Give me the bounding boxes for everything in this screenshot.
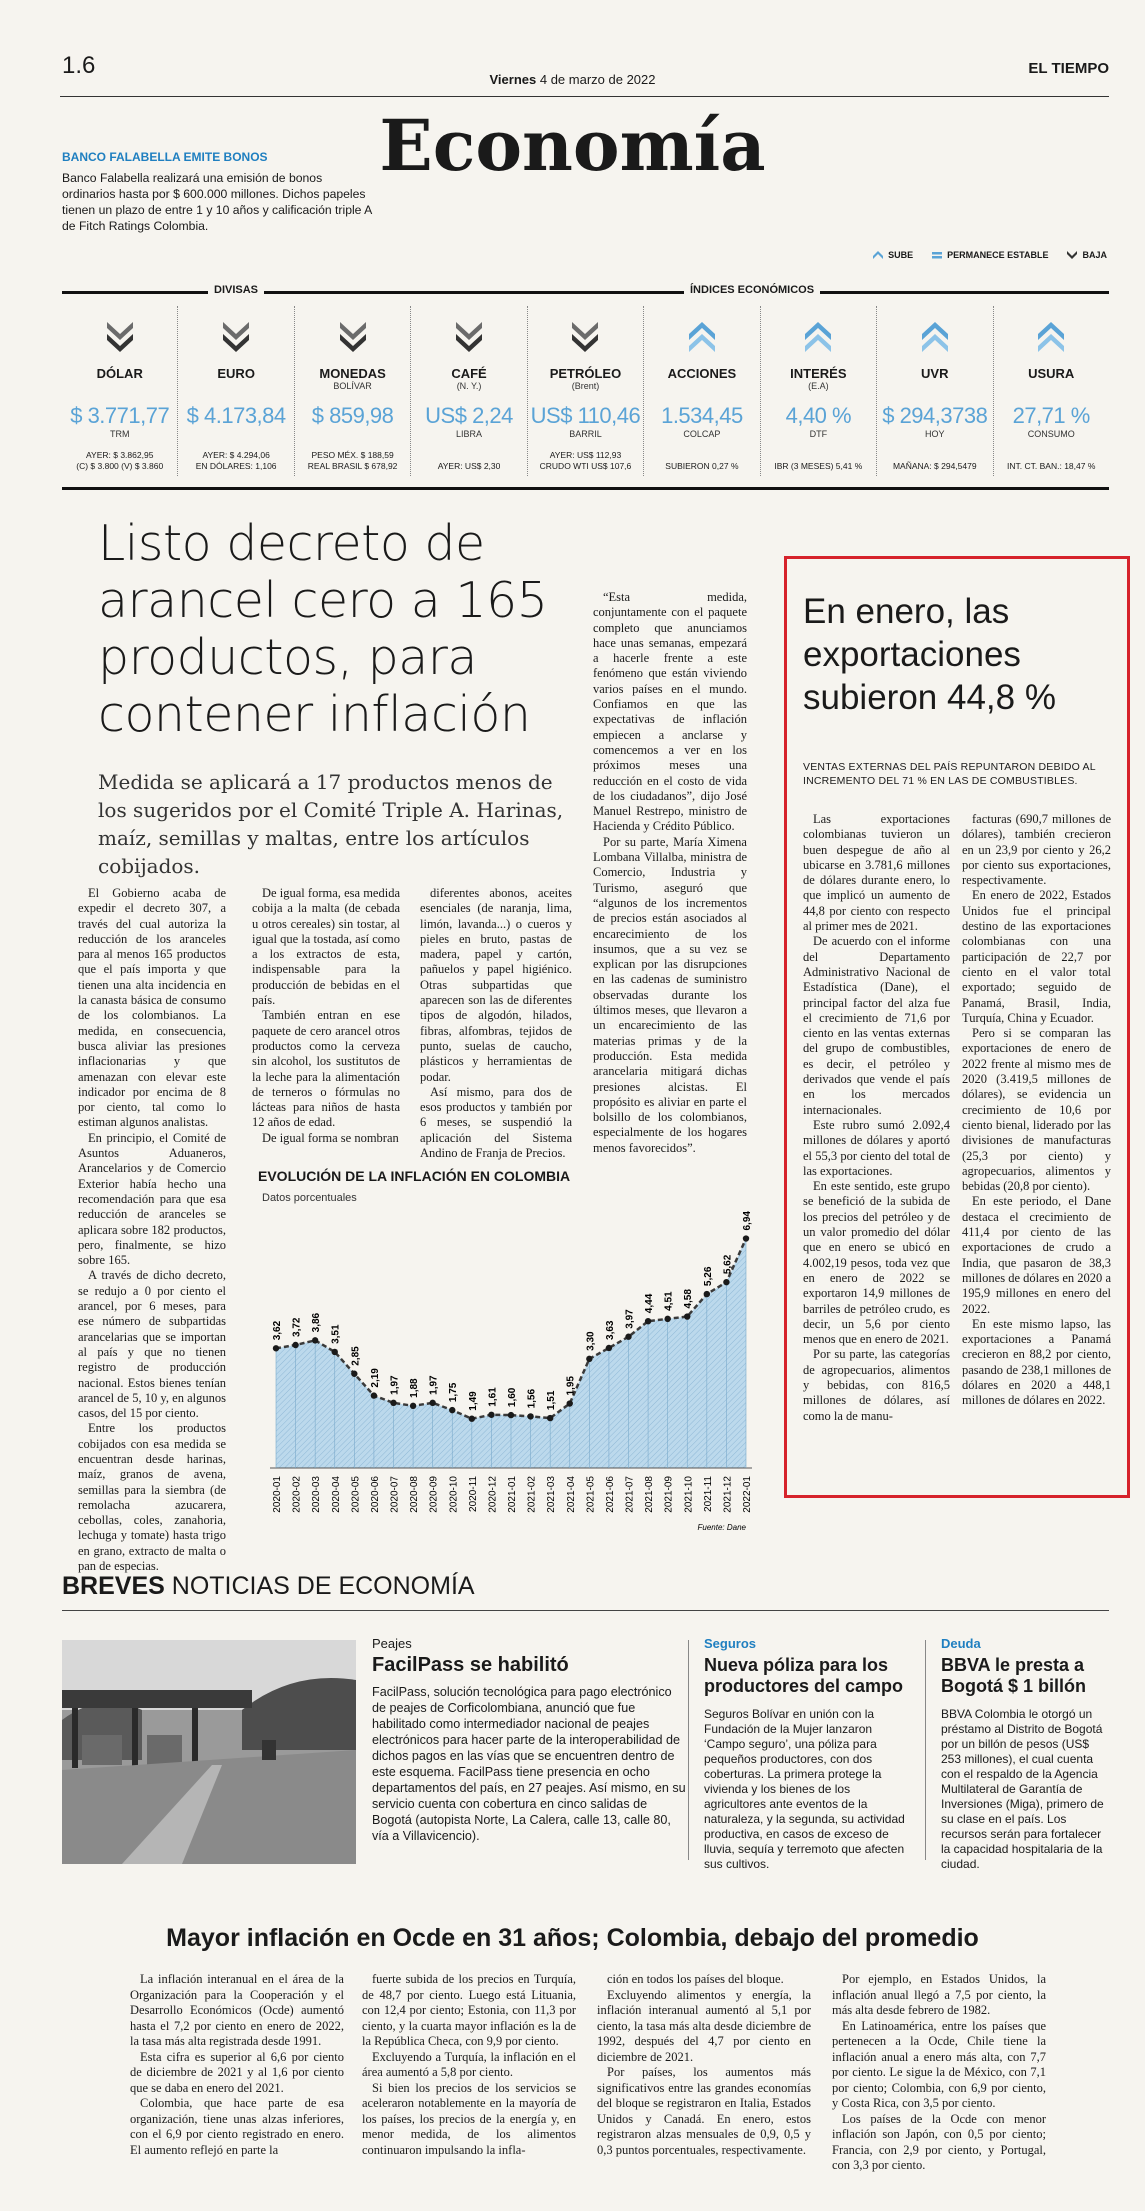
indicator-name: EURO xyxy=(217,366,255,381)
paragraph: Las exportaciones colombianas tuvieron un buen despegue de año al ubicarse en 3.781,6 millones de dólares durante enero, lo que implicó un aumento de 44,8 por ciento con respecto al primer mes de 2021. xyxy=(803,812,950,934)
side-col-1 xyxy=(803,812,950,1424)
indicator-footnote xyxy=(644,461,759,472)
trend-up-icon xyxy=(761,320,876,360)
trend-up-icon xyxy=(877,320,992,360)
indicator-dólar xyxy=(62,306,178,476)
bottom-col-2 xyxy=(362,1972,576,2158)
paragraph: “Esta medida, conjuntamente con el paquete completo que anunciamos hace unas semanas, empezará a hacerle frente a este fenómeno que están viviendo varios países en el mundo. Confiamos en que las expectativas de inflación empiecen a anclarse y comencemos a ver en los próximos meses una reducción en el costo de vida de los ciudadanos”, dijo José Manuel Restrepo, ministro de Hacienda y Crédito Público. xyxy=(593,590,747,834)
section-title: Economía xyxy=(379,104,766,187)
indicator-sub: (E.A) xyxy=(808,381,829,391)
x-tick-label: 2020-03 xyxy=(311,1476,323,1513)
data-point xyxy=(312,1337,318,1343)
indicator-unit: TRM xyxy=(109,429,130,439)
data-label: 6,94 xyxy=(742,1211,753,1231)
indicator-café xyxy=(411,306,527,476)
date-weekday: Viernes xyxy=(489,72,537,87)
up-arrow-icon xyxy=(872,250,884,260)
brief-1-kicker: Peajes xyxy=(372,1636,412,1651)
data-point xyxy=(527,1413,533,1419)
trend-up-icon xyxy=(994,320,1109,360)
breves-rest: NOTICIAS DE ECONOMÍA xyxy=(171,1572,475,1600)
data-label: 5,62 xyxy=(722,1254,734,1275)
brief-1-title: FacilPass se habilitó xyxy=(372,1654,569,1676)
stable-icon xyxy=(931,250,943,260)
data-point xyxy=(606,1345,612,1351)
main-headline: Listo decreto de arancel cero a 165 productos, para contener inflación xyxy=(98,515,548,743)
indicator-value: 1.534,45 xyxy=(661,403,743,428)
x-tick-label: 2021-08 xyxy=(644,1476,656,1513)
x-tick-label: 2021-04 xyxy=(565,1476,577,1513)
page-number: 1.6 xyxy=(62,52,96,79)
indicator-name: USURA xyxy=(1028,366,1075,381)
data-point xyxy=(332,1349,338,1355)
legend-down-label: BAJA xyxy=(1082,250,1107,260)
data-label: 2,85 xyxy=(350,1346,362,1366)
footnote-line-2: CRUDO WTI US$ 107,6 xyxy=(539,461,632,471)
brief-2-text: Seguros Bolívar en unión con la Fundación de la Mujer lanzaron ‘Campo seguro’, una póliza para pequeños productores, con dos coberturas. La primera protege la vivienda y los bienes de los agricultores ante eventos de la naturaleza, y la segunda, su actividad productiva, en casos de exceso de lluvia, sequía y terremoto que afecten sus cultivos. xyxy=(704,1707,905,1871)
paragraph: En este sentido, este grupo se benefició de la subida de los precios del petróleo y de un valor promedio del dólar que en enero se ubicó en 4.002,19 pesos, toda vez que en enero de 2022 se exportaron 14,9 millones de barriles de petróleo crudo, es decir, un 5,6 por ciento menos que en enero de 2021. xyxy=(803,1179,950,1347)
date-text: 4 de marzo de 2022 xyxy=(539,72,656,87)
footnote-line-1: MAÑANA: $ 294,5479 xyxy=(892,461,977,471)
data-point xyxy=(292,1342,298,1348)
data-point xyxy=(508,1412,514,1418)
brief-2 xyxy=(704,1636,914,1872)
side-headline: En enero, las exportaciones subieron 44,8 % xyxy=(803,592,1056,717)
indicator-value: $ 3.771,77 xyxy=(70,403,170,428)
brief-divider-2 xyxy=(925,1640,926,1860)
x-tick-label: 2020-06 xyxy=(369,1476,381,1513)
data-point xyxy=(390,1400,396,1406)
indicator-footnote xyxy=(62,450,177,472)
trend-down-icon xyxy=(62,320,177,360)
brief-divider-1 xyxy=(688,1640,689,1860)
footnote-line-1: IBR (3 MESES) 5,41 % xyxy=(774,461,863,471)
data-label: 1,88 xyxy=(409,1378,421,1398)
x-tick-label: 2020-01 xyxy=(272,1476,283,1513)
indicator-unit: LIBRA xyxy=(456,429,483,439)
indicator-interés xyxy=(761,306,877,476)
indicator-sub xyxy=(994,381,1109,391)
data-point xyxy=(410,1403,416,1409)
indices-label: ÍNDICES ECONÓMICOS xyxy=(684,284,820,296)
indicator-euro xyxy=(178,306,294,476)
dateline xyxy=(0,72,1145,87)
x-tick-label: 2020-04 xyxy=(330,1476,342,1513)
paragraph: Esta cifra es superior al 6,6 por ciento de diciembre de 2021 y al 1,6 por ciento que se daba en enero del 2021. xyxy=(130,2049,344,2095)
paragraph: Este rubro sumó 2.092,4 millones de dólares y aportó el 55,3 por ciento del total de las exportaciones. xyxy=(803,1117,950,1178)
footnote-line-2: EN DÓLARES: 1,106 xyxy=(195,461,277,471)
data-label: 5,26 xyxy=(702,1266,714,1287)
indicator-acciones xyxy=(644,306,760,476)
indicator-sub xyxy=(178,381,293,391)
data-label: 1,95 xyxy=(565,1376,577,1396)
brief-3-text: BBVA Colombia le otorgó un préstamo al Distrito de Bogotá por un billón de pesos (US$ 253 millones), el cual cuenta con el respaldo de la Agencia Multilateral de Garantía de Inversiones (Miga), primero de su clase en el país. Los recursos serán para fortalecer la capacidad hospitalaria de la ciudad. xyxy=(941,1707,1104,1871)
indicator-footnote xyxy=(761,461,876,472)
paragraph: Por ejemplo, en Estados Unidos, la inflación anual llegó a 7,5 por ciento, la más alta desde febrero de 1982. xyxy=(832,1972,1046,2017)
paragraph: En Latinoamérica, entre los países que pertenecen a la Ocde, Chile tiene la inflación anual a enero más alta, con 7,7 por ciento. Le sigue la de México, con 7,1 por ciento; Colombia, con 6,9 por ciento, y Costa Rica, con 3,5 por ciento. xyxy=(832,2018,1046,2110)
indicator-name: UVR xyxy=(921,366,949,381)
data-point xyxy=(547,1415,553,1421)
paragraph: Los países de la Ocde con menor inflación son Japón, con 0,5 por ciento; Francia, con 2,9 por ciento, y Portugal, con 3,3 por ciento. xyxy=(832,2111,1046,2172)
paragraph: También entran en ese paquete de cero arancel otros productos como la cerveza sin alcohol, los sustitutos de la leche para la alimentación de terneros o fórmulas no lácteas para niños de hasta 12 años de edad. xyxy=(252,1008,400,1130)
legend-up xyxy=(872,250,913,260)
x-tick-label: 2020-02 xyxy=(291,1476,303,1513)
data-point xyxy=(449,1407,455,1413)
paragraph: Por países, los aumentos más significativos entre las grandes economías del bloque se registraron en Italia, Estados Unidos y Canadá. En enero, estos registraron alzas mensuales de 0,9, 0,5 y 0,3 puntos porcentuales, respectivamente. xyxy=(597,2065,811,2157)
indicator-footnote xyxy=(528,450,643,472)
brief-3 xyxy=(941,1636,1111,1872)
indicator-petróleo xyxy=(528,306,644,476)
indicator-footnote xyxy=(994,461,1109,472)
indicator-name: MONEDAS xyxy=(319,366,386,381)
indicator-value: US$ 2,24 xyxy=(425,403,513,428)
indicator-unit: BARRIL xyxy=(569,429,602,439)
divisas-label: DIVISAS xyxy=(208,284,264,296)
footnote-line-1: AYER: $ 3.862,95 xyxy=(86,450,154,460)
indicator-sub xyxy=(62,381,177,391)
trend-down-icon xyxy=(411,320,526,360)
data-label: 1,56 xyxy=(526,1388,538,1409)
indicator-sub xyxy=(877,381,992,391)
indicator-value: $ 859,98 xyxy=(311,403,394,428)
indicator-name: CAFÉ xyxy=(451,366,487,381)
x-tick-label: 2022-01 xyxy=(742,1476,753,1513)
paragraph: La inflación interanual en el área de la Organización para la Cooperación y el Desarrollo Económicos (Ocde) aumentó hasta el 7,2 por ciento en enero de 2022, la tasa más alta registrada desde 1991. xyxy=(130,1972,344,2048)
data-label: 1,60 xyxy=(507,1387,518,1408)
indicator-footnote xyxy=(877,461,992,472)
bottom-col-1 xyxy=(130,1972,344,2158)
footnote-line-1: AYER: $ 4.294,06 xyxy=(202,450,270,460)
masthead: EL TIEMPO xyxy=(1028,60,1109,77)
data-label: 1,49 xyxy=(467,1391,479,1411)
legend-same xyxy=(931,250,1048,260)
data-point xyxy=(625,1334,631,1340)
data-label: 3,63 xyxy=(604,1320,616,1340)
trend-up-icon xyxy=(644,320,759,360)
data-point xyxy=(704,1291,710,1297)
paragraph: Por su parte, María Ximena Lombana Villalba, ministra de Comercio, Industria y Turismo, aseguró que “algunos de los incrementos de precios están asociados al encarecimiento de los insumos, que a su vez se explican por las disrupciones en las cadenas de suministro observadas durante los últimos meses, que llevaron a un encarecimiento de las materias primas y de la producción. Esta medida arancelaria mitigará dichas presiones alcistas. El propósito es aliviar en parte el bolsillo de los colombianos, especialmente de los hogares menos favorecidos”. xyxy=(593,834,747,1155)
indicator-uvr xyxy=(877,306,993,476)
x-tick-label: 2021-12 xyxy=(722,1476,734,1513)
paragraph: Así mismo, para dos de esos productos y también por 6 meses, se suspendió la aplicación del Sistema Andino de Franja de Precios. xyxy=(420,1084,572,1161)
indicator-value: $ 294,3738 xyxy=(882,403,988,428)
x-tick-label: 2021-10 xyxy=(683,1476,695,1513)
main-deck: Medida se aplicará a 17 productos menos de los sugeridos por el Comité Triple A. Harinas, maíz, semillas y maltas, entre los artículos cobijados. xyxy=(98,770,564,878)
paragraph: A través de dicho decreto, se redujo a 0 por ciento el arancel, por 6 meses, para ese número de subpartidas arancelarias que se importan al país y que no tienen registro de producción nacional. Estos bienes tenían arancel de 5, 10 y, en algunos casos, del 15 por ciento. xyxy=(78,1268,226,1421)
footnote-line-2: (C) $ 3.800 (V) $ 3.860 xyxy=(76,461,164,471)
bottom-col-4 xyxy=(832,1972,1046,2174)
data-point xyxy=(723,1279,729,1285)
data-label: 3,72 xyxy=(291,1317,303,1337)
indicators-row xyxy=(62,306,1109,476)
data-label: 1,51 xyxy=(546,1390,558,1411)
data-point xyxy=(351,1371,357,1377)
indicator-usura xyxy=(994,306,1109,476)
x-tick-label: 2021-09 xyxy=(663,1476,675,1513)
data-label: 1,75 xyxy=(448,1382,460,1403)
x-tick-label: 2021-02 xyxy=(526,1476,538,1513)
x-tick-label: 2020-07 xyxy=(389,1476,401,1513)
paragraph: En enero de 2022, Estados Unidos fue el principal destino de las exportaciones colombianas con una participación de 22,7 por ciento en el valor total exportado; seguido de Panamá, Brasil, India, Turquía, China y Ecuador. xyxy=(962,888,1111,1025)
trend-down-icon xyxy=(178,320,293,360)
chart-source: Fuente: Dane xyxy=(697,1523,746,1532)
chart-subtitle: Datos porcentuales xyxy=(262,1192,357,1204)
paragraph: Por su parte, las categorías de agropecuarios, alimentos y bebidas, con 816,5 millones de dólares, así como la de manu- xyxy=(803,1347,950,1423)
data-point xyxy=(488,1412,494,1418)
brief-2-kicker: Seguros xyxy=(704,1636,757,1651)
trend-down-icon xyxy=(295,320,410,360)
paragraph: De igual forma, esa medida cobija a la malta (de cebada u otros cereales) sin tostar, al igual que la tostada, así como a los extractos de esta, indispensable para la producción de bebidas en el país. xyxy=(252,886,400,1008)
indicator-name: ACCIONES xyxy=(667,366,737,381)
paragraph: facturas (690,7 millones de dólares), también crecieron en un 23,9 por ciento y 26,2 por ciento sus exportaciones, respectivamente. xyxy=(962,812,1111,888)
header-rule xyxy=(60,96,1109,97)
data-point xyxy=(469,1416,475,1422)
paragraph: En este periodo, el Dane destaca el crecimiento de 411,4 por ciento de las exportaciones de crudo a India, que pasaron de 38,3 millones de dólares en 2020 a 195,9 millones en enero del 2022. xyxy=(962,1194,1111,1316)
data-label: 3,51 xyxy=(330,1324,342,1344)
paragraph: En principio, el Comité de Asuntos Aduaneros, Arancelarios y de Comercio Exterior había hecho una recomendación para que esa reducción de aranceles se aplicara sobre 182 productos, pero, finalmente, se hizo sobre 165. xyxy=(78,1130,226,1268)
toll-booth-photo xyxy=(62,1640,356,1864)
indicator-footnote xyxy=(295,450,410,472)
x-tick-label: 2020-09 xyxy=(428,1476,440,1513)
promo-text: Banco Falabella realizará una emisión de bonos ordinarios hasta por $ 600.000 millones. Dichos papeles tienen un plazo de entre 1 y 10 años y calificación triple A de Fitch Ratings Colombia. xyxy=(62,171,372,233)
indicator-name: PETRÓLEO xyxy=(549,366,622,381)
indicator-value: $ 4.173,84 xyxy=(186,403,286,428)
x-tick-label: 2020-10 xyxy=(448,1476,460,1513)
paragraph: Excluyendo alimentos y energía, la inflación interanual aumentó al 5,1 por ciento, la tasa más alta desde diciembre de 1992, después del 4,7 por ciento en diciembre de 2021. xyxy=(597,1987,811,2064)
x-tick-label: 2020-08 xyxy=(409,1476,421,1513)
indicator-name: DÓLAR xyxy=(96,366,143,381)
brief-2-title: Nueva póliza para los productores del campo xyxy=(704,1655,904,1696)
brief-1-text: FacilPass, solución tecnológica para pago electrónico de peajes de Corficolombiana, anunció que fue habilitado como intermediador nacional de peajes electrónicos para hacer parte de la interoperabilidad de dichos pagos en las vías que se encuentren dentro de este esquema. FacilPass tiene presencia en ocho departamentos del país, en 27 peajes. Así mismo, en su servicio cuenta con cobertura en cinco salidas de Bogotá (autopista Norte, La Calera, calle 13, calle 80, vía a Villavicencio). xyxy=(372,1685,686,1843)
bottom-headline: Mayor inflación en Ocde en 31 años; Colombia, debajo del promedio xyxy=(166,1924,979,1952)
x-tick-label: 2021-01 xyxy=(507,1476,518,1513)
indicator-value: 4,40 % xyxy=(785,403,852,428)
indicator-sub: (Brent) xyxy=(571,381,600,391)
indicator-name: INTERÉS xyxy=(790,366,847,381)
inflation-chart xyxy=(258,1200,758,1540)
data-label: 4,58 xyxy=(683,1289,695,1309)
paragraph: En este mismo lapso, las exportaciones a Panamá crecieron en 88,2 por ciento, pasando de 238,1 millones de dólares en 2020 a 448,1 millones de dólares en 2022. xyxy=(962,1316,1111,1408)
paragraph: Pero si se comparan las exportaciones de enero de 2022 frente al mismo mes de 2020 (3.419,5 millones de dólares), se evidencia un crecimiento de 10,6 por ciento bienal, liderado por las divisiones de manufacturas (25,3 por ciento) y agropecuarios, alimentos y bebidas (20,8 por ciento). xyxy=(962,1026,1111,1194)
footnote-line-1: INT. CT. BAN.: 18,47 % xyxy=(1007,461,1096,471)
footnote-line-1: AYER: US$ 112,93 xyxy=(549,450,622,460)
x-tick-label: 2021-05 xyxy=(585,1476,597,1513)
paragraph: De igual forma se nombran xyxy=(262,1130,399,1145)
indicator-value: US$ 110,46 xyxy=(530,403,641,428)
paragraph: diferentes abonos, aceites esenciales (de naranja, lima, limón, lavanda...) o cueros y pieles en bruto, pastas de madera, papel y cartón, pañuelos y papel higiénico. Otras subpartidas que aparecen son las de diferentes tipos de algodón, hilados, fibras, alfombras, tejidos de punto, suelas de caucho, plásticos y herramientas de podar. xyxy=(420,886,572,1084)
footnote-line-2: REAL BRASIL $ 678,92 xyxy=(307,461,398,471)
down-arrow-icon xyxy=(1066,250,1078,260)
paragraph: Si bien los precios de los servicios se aceleraron notablemente en la mayoría de los países, los precios de la energía y, en menor medida, de los alimentos continuaron impulsando la infla- xyxy=(362,2080,576,2157)
data-point xyxy=(743,1235,749,1241)
data-label: 4,51 xyxy=(663,1291,675,1311)
paragraph: Colombia, que hace parte de esa organización, tiene unas alzas inferiores, con el 6,9 por ciento registrado en enero. El aumento reflejó en parte la xyxy=(130,2096,344,2157)
promo-headline: BANCO FALABELLA EMITE BONOS xyxy=(62,150,268,164)
data-label: 3,97 xyxy=(624,1309,636,1329)
data-label: 3,30 xyxy=(585,1331,597,1351)
x-tick-label: 2021-03 xyxy=(546,1476,558,1513)
data-label: 1,61 xyxy=(487,1387,499,1407)
indicator-footnote xyxy=(178,450,293,472)
data-label: 3,62 xyxy=(272,1320,283,1341)
x-tick-label: 2021-06 xyxy=(604,1476,616,1513)
brief-3-title: BBVA le presta a Bogotá $ 1 billón xyxy=(941,1655,1087,1696)
legend-up-label: SUBE xyxy=(888,250,914,260)
bottom-col-3 xyxy=(597,1972,811,2158)
side-col-2 xyxy=(962,812,1111,1409)
data-label: 4,44 xyxy=(644,1293,656,1314)
legend-same-label: PERMANECE ESTABLE xyxy=(947,250,1049,260)
indicator-footnote xyxy=(411,461,526,472)
indicator-unit: HOY xyxy=(925,429,945,439)
footnote-line-1: PESO MÉX. $ 188,59 xyxy=(311,450,394,460)
paragraph: ción en todos los países del bloque. xyxy=(607,1972,784,1986)
main-col-2 xyxy=(252,886,400,1146)
indicators-bottom-rule xyxy=(62,487,1109,490)
data-label: 1,97 xyxy=(428,1375,440,1395)
main-col-3 xyxy=(420,886,572,1161)
indicator-sub: BOLÍVAR xyxy=(333,381,372,391)
x-tick-label: 2021-11 xyxy=(702,1476,714,1512)
indicator-sub xyxy=(644,381,759,391)
x-tick-label: 2020-05 xyxy=(350,1476,362,1513)
x-tick-label: 2020-12 xyxy=(487,1476,499,1513)
paragraph: De acuerdo con el informe del Departamento Administrativo Nacional de Estadística (Dane), el principal factor del alza fue el crecimiento de 71,6 por ciento en las ventas externas del grupo de combustibles, es decir, el petróleo y derivados que vende el país en los mercados internacionales. xyxy=(803,934,950,1117)
chart-title: EVOLUCIÓN DE LA INFLACIÓN EN COLOMBIA xyxy=(258,1168,571,1184)
indicator-unit: DTF xyxy=(809,429,828,439)
x-tick-label: 2021-07 xyxy=(624,1476,636,1513)
breves-heading xyxy=(62,1572,475,1601)
data-label: 3,86 xyxy=(311,1312,323,1333)
data-point xyxy=(273,1345,279,1351)
breves-bold: BREVES xyxy=(62,1572,165,1600)
indicator-value: 27,71 % xyxy=(1012,403,1090,428)
indicator-unit: COLCAP xyxy=(683,429,721,439)
paragraph: El Gobierno acaba de expedir el decreto 307, a través del cual autoriza la reducción de los aranceles para al menos 165 productos que el país importa y que tienen una alta incidencia en la canasta básica de consumo de los colombianos. La medida, en consecuencia, busca aliviar las presiones inflacionarias y que amenazan con elevar este indicador por encima de 8 por ciento, tal como lo estiman algunos analistas. xyxy=(78,886,226,1130)
trend-down-icon xyxy=(528,320,643,360)
indicator-unit: CONSUMO xyxy=(1027,429,1075,439)
paragraph: Entre los productos cobijados con esa medida se encuentran desde harinas, maíz, granos de avena, semillas para la siembra (de remolacha azucarera, cebollas, coles, zanahoria, lechuga y tomate) hasta trigo en grano, extracto de malta o pan de especias. xyxy=(78,1421,226,1574)
data-label: 2,19 xyxy=(369,1368,381,1388)
brief-1 xyxy=(372,1636,686,1844)
paragraph: fuerte subida de los precios en Turquía, de 48,7 por ciento. Luego está Lituania, con 12,4 por ciento; Estonia, con 11,3 por ciento, y la cuarta mayor inflación es la de la República Checa, con 9,9 por ciento. xyxy=(362,1972,576,2048)
indicator-monedas xyxy=(295,306,411,476)
footnote-line-1: AYER: US$ 2,30 xyxy=(437,461,501,471)
data-point xyxy=(684,1313,690,1319)
paragraph: Excluyendo a Turquía, la inflación en el área aumentó a 5,8 por ciento. xyxy=(362,2049,576,2079)
data-label: 1,97 xyxy=(389,1375,401,1395)
data-point xyxy=(586,1356,592,1362)
footnote-line-1: SUBIERON 0,27 % xyxy=(665,461,739,471)
main-col-1 xyxy=(78,886,226,1574)
legend-down xyxy=(1066,250,1107,260)
brief-3-kicker: Deuda xyxy=(941,1636,981,1651)
x-tick-label: 2020-11 xyxy=(467,1476,479,1512)
data-point xyxy=(429,1400,435,1406)
data-point xyxy=(664,1316,670,1322)
data-point xyxy=(645,1318,651,1324)
trend-legend xyxy=(872,250,1107,260)
indicator-sub: (N. Y.) xyxy=(456,381,482,391)
breves-rule xyxy=(62,1610,1109,1611)
data-point xyxy=(567,1400,573,1406)
data-point xyxy=(371,1392,377,1398)
main-col-4 xyxy=(593,590,747,1156)
side-deck: VENTAS EXTERNAS DEL PAÍS REPUNTARON DEBIDO AL INCREMENTO DEL 71 % EN LAS DE COMBUSTIBLES. xyxy=(803,761,1096,787)
